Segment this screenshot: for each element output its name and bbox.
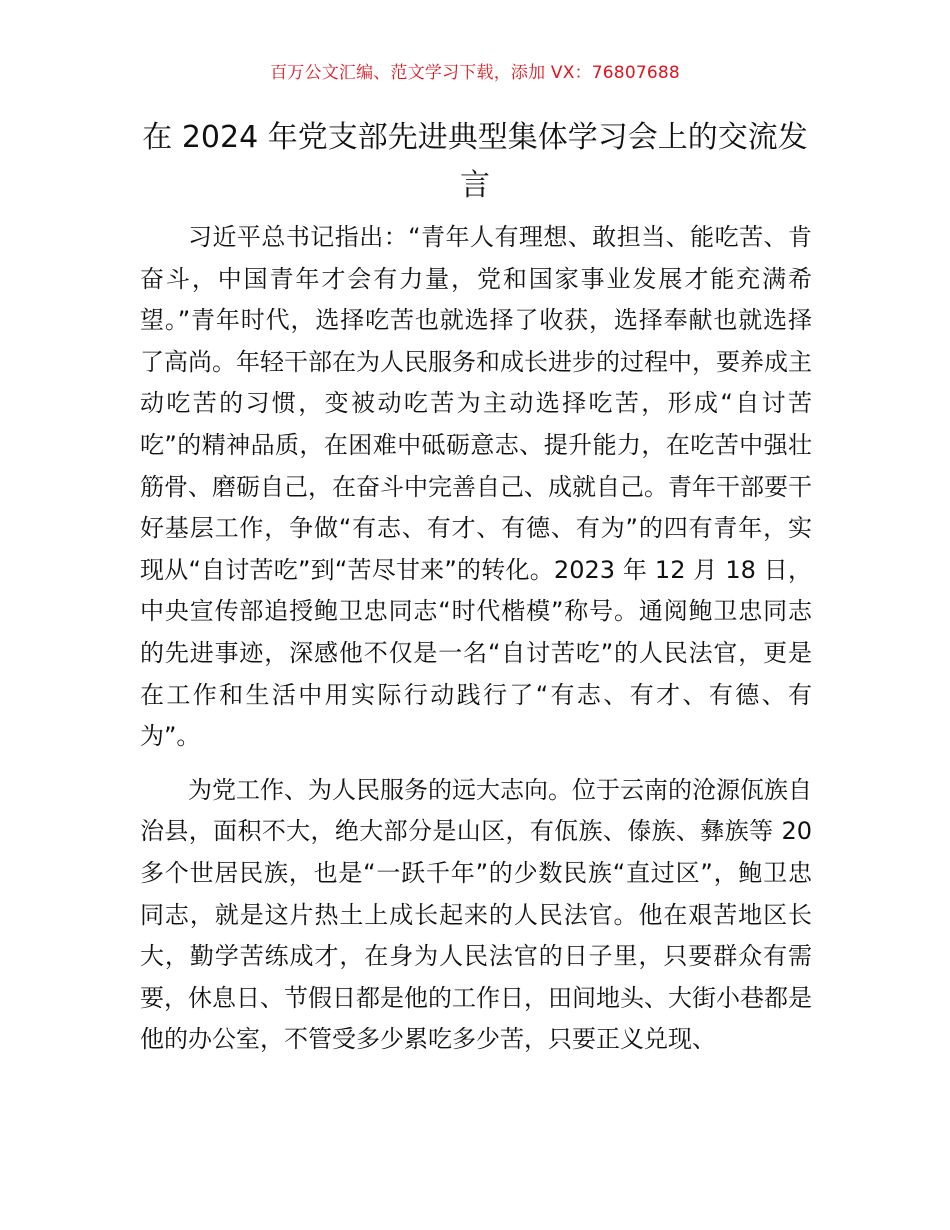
body-paragraph-1: 习近平总书记指出：“青年人有理想、敢担当、能吃苦、肯奋斗，中国青年才会有力量，党和国家事业发展才能充满希望。”青年时代，选择吃苦也就选择了收获，选择奉献也就选择了高尚。年轻干部在为人民服务和成长进步的过程中，要养成主动吃苦的习惯，变被动吃苦为主动选择吃苦，形成“自讨苦吃”的精神品质，在困难中砥砺意志、提升能力，在吃苦中强壮筋骨、磨砺自己，在奋斗中完善自己、成就自己。青年干部要干好基层工作，争做“有志、有才、有德、有为”的四有青年，实现从“自讨苦吃”到“苦尽甘来”的转化。2023 年 12 月 18 日，中央宣传部追授鲍卫忠同志“时代楷模”称号。通阅鲍卫忠同志的先进事迹，深感他不仅是一名“自讨苦吃”的人民法官，更是在工作和生活中用实际行动践行了“有志、有才、有德、有为”。 [140,223,812,751]
document-body [140,217,812,1061]
document-title: 在 2024 年党支部先进典型集体学习会上的交流发言 [142,120,808,203]
body-paragraph-2: 为党工作、为人民服务的远大志向。位于云南的沧源佤族自治县，面积不大，绝大部分是山区，有佤族、傣族、彝族等 20 多个世居民族，也是“一跃千年”的少数民族“直过区”，鲍卫忠同志，就是这片热土上成长起来的人民法官。他在艰苦地区长大，勤学苦练成才，在身为人民法官的日子里，只要群众有需要，休息日、节假日都是他的工作日，田间地头、大街小巷都是他的办公室，不管受多少累吃多少苦，只要正义兑现、 [140,775,812,1054]
header-watermark-note: 百万公文汇编、范文学习下载，添加 VX：76807688 [270,63,680,83]
